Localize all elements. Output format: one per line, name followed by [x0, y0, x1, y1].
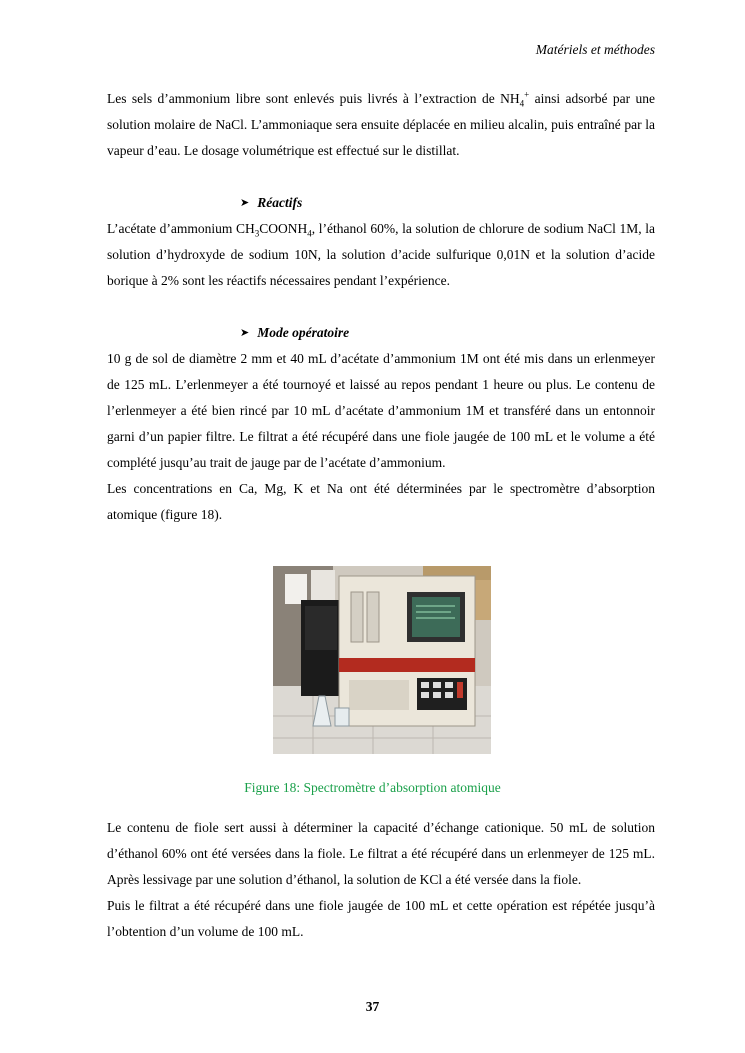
arrow-bullet-icon: ➤ — [240, 327, 250, 339]
arrow-bullet-icon: ➤ — [240, 197, 250, 209]
mode-paragraph-1: 10 g de sol de diamètre 2 mm et 40 mL d’acétate d’ammonium 1M ont été mis dans un erlenmeyer de 125 mL. L’erlenmeyer a été tournoyé et laissé au repos pendant 1 heure ou plus. Le contenu de l’erlenmeyer a été bien rincé par 10 mL d’acétate d’ammonium 1M et transféré dans un entonnoir garni d’un papier filtre. Le filtrat a été récupéré dans une fiole jaugée de 100 mL et le volume a été complété jusqu’au trait de jauge par de l’acétate d’ammonium. — [107, 351, 655, 470]
conclusion-paragraph-1: Le contenu de fiole sert aussi à déterminer la capacité d’échange cationique. 50 mL de solution d’éthanol 60% ont été versées dans la fiole. Le filtrat a été récupéré dans un erlenmeyer de 125 mL. Après lessivage par une solution d’éthanol, la solution de KCl a été versée dans la fiole. — [107, 820, 655, 887]
figure-caption: Figure 18: Spectromètre d’absorption atomique — [244, 780, 501, 795]
reactifs-paragraph: L’acétate d’ammonium $CH_3COONH_4$, l’éthanol 60%, la solution de chlorure de sodium NaCl 1M, la solution d’hydroxyde de sodium 10N, la solution d’acide sulfurique 0,01N et la solution d’acide borique à 2% sont les réactifs nécessaires pendant l’expérience. — [107, 221, 655, 288]
intro-paragraph: Les sels d’ammonium libre sont enlevés puis livrés à l’extraction de $NH_4^+$ ainsi adsorbé par une solution molaire de NaCl. L’ammoniaque sera ensuite déplacée en milieu alcalin, puis entraîné par la vapeur d’eau. Le dosage volumétrique est effectué sur le distillat. — [107, 89, 655, 158]
running-header: Matériels et méthodes — [535, 42, 655, 57]
conclusion-paragraph-2: Puis le filtrat a été récupéré dans une fiole jaugée de 100 mL et cette opération est répétée jusqu’à l’obtention d’un volume de 100 mL. — [107, 898, 655, 939]
body-text-top — [107, 86, 655, 528]
reactifs-heading: ➤ Réactifs — [240, 190, 655, 216]
mode-paragraph-2: Les concentrations en Ca, Mg, K et Na ont été déterminées par le spectromètre d’absorption atomique (figure 18). — [107, 481, 655, 522]
page-number: 37 — [365, 999, 380, 1014]
body-text-bottom — [107, 815, 655, 945]
spectrometer-photo — [273, 566, 491, 754]
mode-operatoire-heading: ➤ Mode opératoire — [240, 320, 655, 346]
